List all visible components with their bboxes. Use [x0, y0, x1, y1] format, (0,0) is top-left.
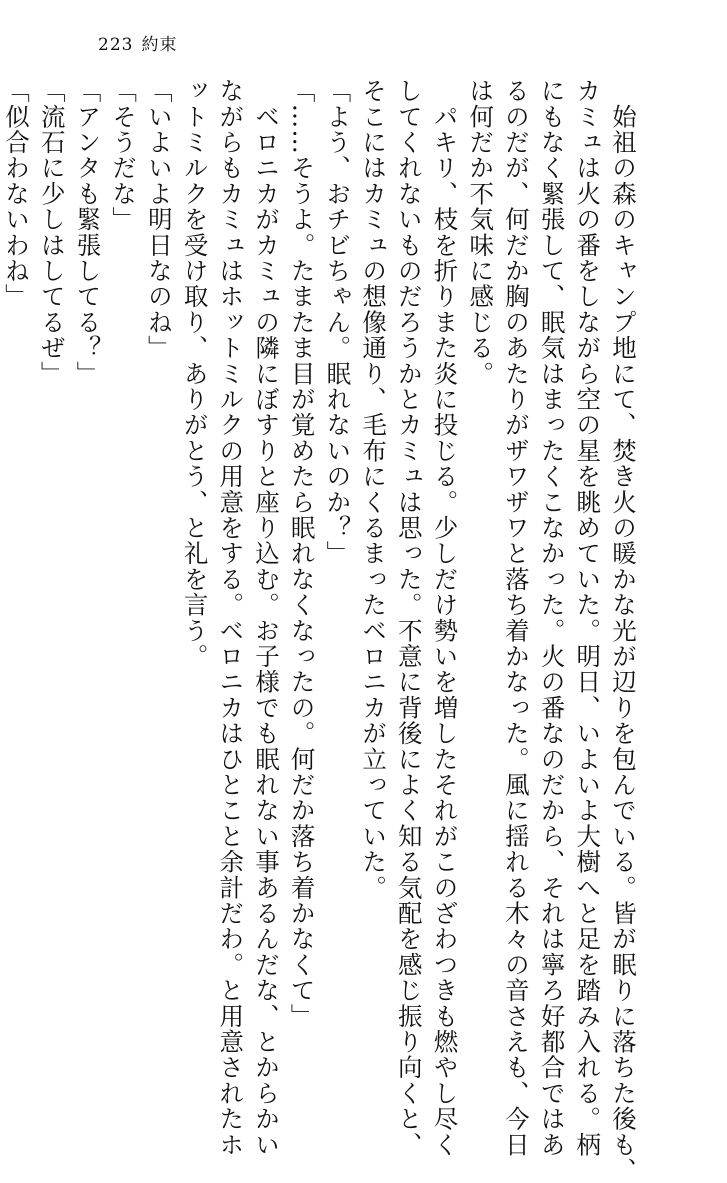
- text-line: 「いよいよ明日なのね」: [144, 78, 174, 361]
- page-number: 223: [98, 35, 134, 55]
- text-line: 始祖の森のキャンプ地にて、焚き火の暖かな光が辺りを包んでいる。皆が眠りに落ちた後も、: [609, 78, 638, 1183]
- text-line: 「……そうよ。たまたま目が覚めたら眠れなくなったの。何だか落ち着かなくて」: [287, 78, 317, 1029]
- text-line: 「アンタも緊張してる？」: [73, 78, 103, 387]
- text-line: るのだが、何だか胸のあたりがザワザワと落ち着かなった。風に揺れる木々の音さえも、今日: [501, 78, 531, 1158]
- chapter-title: 約束: [141, 35, 178, 55]
- text-line: にもなく緊張して、眠気はまったくこなかった。火の番なのだから、それは寧ろ好都合ではあ: [537, 78, 567, 1158]
- text-line: 「似合わないわね」: [2, 78, 32, 310]
- page-header: [98, 30, 177, 55]
- text-line: 「よう、おチビちゃん。眠れないのか？」: [323, 78, 353, 567]
- text-line: パキリ、枝を折りまた炎に投じる。少しだけ勢いを増したそれがこのざわつきも燃やし尽く: [430, 78, 460, 1158]
- text-line: してくれないものだろうかとカミュは思った。不意に背後によく知る気配を感じ振り向くと、: [394, 78, 424, 1158]
- text-line: ながらもカミュはホットミルクの用意をする。ベロニカはひとこと余計だわ。と用意されたホ: [216, 78, 246, 1158]
- text-line: ットミルクを受け取り、ありがとう、と礼を言う。: [180, 78, 210, 670]
- text-line: カミュは火の番をしながら空の星を眺めていた。明日、いよいよ大樹へと足を踏み入れる。柄: [573, 78, 603, 1158]
- text-line: ベロニカがカミュの隣にぼすりと座り込む。お子様でも眠れない事あるんだな、とからかい: [251, 78, 281, 1158]
- text-line: 「流石に少しはしてるぜ」: [37, 78, 67, 387]
- text-line: は何だか不気味に感じる。: [466, 78, 496, 387]
- text-line: 「そうだな」: [109, 78, 139, 233]
- text-line: そこにはカミュの想像通り、毛布にくるまったベロニカが立っていた。: [359, 78, 389, 901]
- vertical-text-body: [0, 78, 641, 1183]
